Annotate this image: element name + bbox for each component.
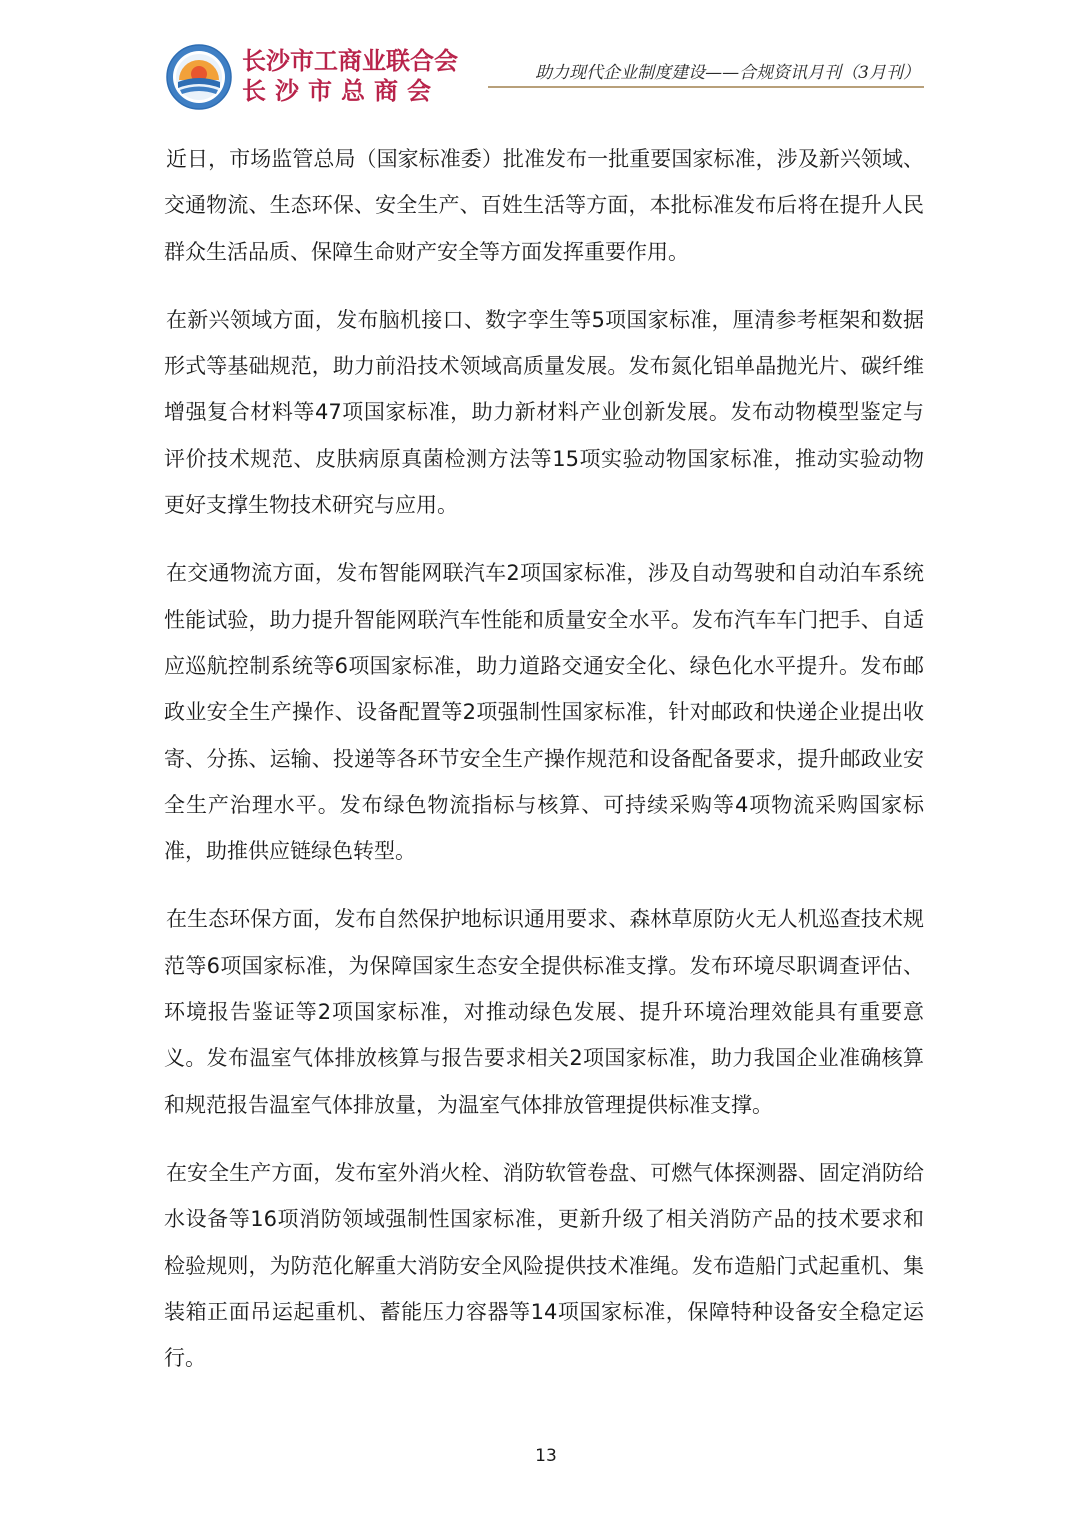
org-name-federation: 长沙市工商业联合会 bbox=[242, 47, 458, 75]
publication-title: 助力现代企业制度建设——合规资讯月刊（3月刊） bbox=[535, 63, 920, 83]
org-name-chamber: 长沙市总商会 bbox=[242, 77, 440, 105]
organization-names bbox=[242, 46, 462, 106]
paragraph-ecology-environment: 在生态环保方面，发布自然保护地标识通用要求、森林草原防火无人机巡查技术规范等6项国家标准，为保障国家生态安全提供标准支撑。发布环境尽职调查评估、环境报告鉴证等2项国家标准，对推动绿色发展、提升环境治理效能具有重要意义。发布温室气体排放核算与报告要求相关2项国家标准，助力我国企业准确核算和规范报告温室气体排放量，为温室气体排放管理提供标准支撑。 bbox=[164, 907, 924, 1117]
paragraph-intro: 近日，市场监管总局（国家标准委）批准发布一批重要国家标准，涉及新兴领域、交通物流、生态环保、安全生产、百姓生活等方面，本批标准发布后将在提升人民群众生活品质、保障生命财产安全等方面发挥重要作用。 bbox=[164, 147, 924, 264]
header-divider bbox=[488, 86, 924, 88]
paragraph-work-safety: 在安全生产方面，发布室外消火栓、消防软管卷盘、可燃气体探测器、固定消防给水设备等16项消防领域强制性国家标准，更新升级了相关消防产品的技术要求和检验规则，为防范化解重大消防安全风险提供技术准绳。发布造船门式起重机、集装箱正面吊运起重机、蓄能压力容器等14项国家标准，保障特种设备安全稳定运行。 bbox=[164, 1160, 924, 1371]
page-header bbox=[0, 0, 1080, 120]
paragraph-emerging-fields: 在新兴领域方面，发布脑机接口、数字孪生等5项国家标准，厘清参考框架和数据形式等基础规范，助力前沿技术领域高质量发展。发布氮化铝单晶抛光片、碳纤维增强复合材料等47项国家标准，助力新材料产业创新发展。发布动物模型鉴定与评价技术规范、皮肤病原真菌检测方法等15项实验动物国家标准，推动实验动物更好支撑生物技术研究与应用。 bbox=[164, 307, 924, 518]
paragraph-transport-logistics: 在交通物流方面，发布智能网联汽车2项国家标准，涉及自动驾驶和自动泊车系统性能试验，助力提升智能网联汽车性能和质量安全水平。发布汽车车门把手、自适应巡航控制系统等6项国家标准，助力道路交通安全化、绿色化水平提升。发布邮政业安全生产操作、设备配置等2项强制性国家标准，针对邮政和快递企业提出收寄、分拣、运输、投递等各环节安全生产操作规范和设备配备要求，提升邮政业安全生产治理水平。发布绿色物流指标与核算、可持续采购等4项物流采购国家标准，助推供应链绿色转型。 bbox=[164, 561, 924, 864]
article-body bbox=[164, 136, 924, 1403]
chamber-of-commerce-logo-icon bbox=[166, 44, 232, 110]
page-number: 13 bbox=[535, 1446, 557, 1466]
